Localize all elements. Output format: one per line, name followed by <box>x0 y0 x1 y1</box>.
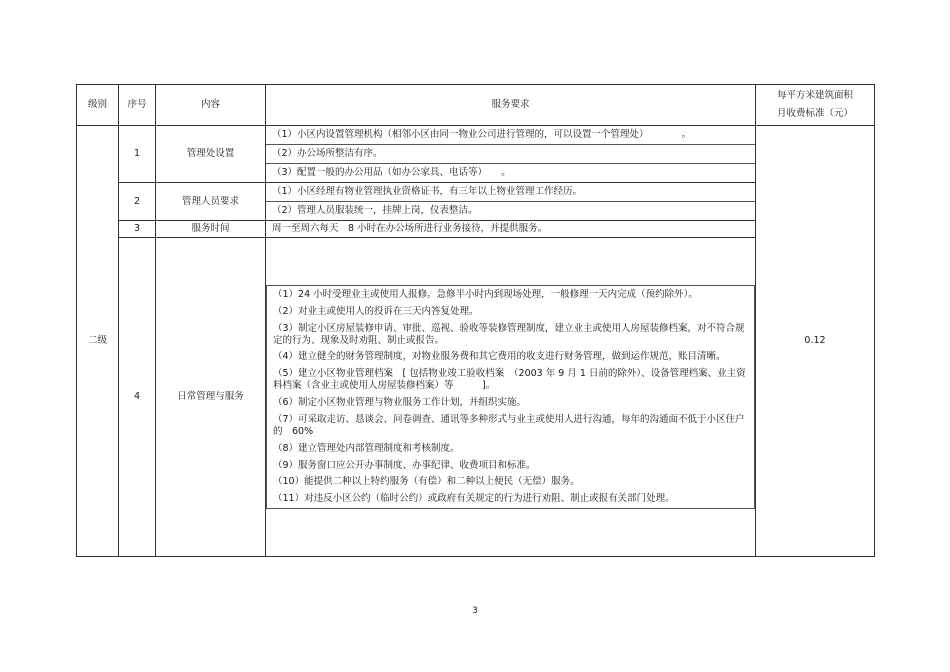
row-seq: 4 <box>119 238 156 557</box>
requirement-item: （4）建立健全的财务管理制度，对物业服务费和其它费用的收支进行财务管理，做到运作规范，账目清晰。 <box>273 351 726 363</box>
requirement-item: （9）服务窗口应公开办事制度、办事纪律、收费项目和标准。 <box>273 459 536 471</box>
row-seq: 2 <box>119 183 156 221</box>
header-requirements: 服务要求 <box>266 85 756 126</box>
table-row <box>77 221 875 238</box>
requirement-item: （2）管理人员服装统一，挂牌上岗，仪表整洁。 <box>272 205 478 217</box>
requirement-item: （2）办公场所整洁有序。 <box>266 145 755 164</box>
table-header-row <box>77 85 875 126</box>
table-row <box>77 126 875 183</box>
fee-cell: 0.12 <box>756 126 875 557</box>
requirements-list <box>266 285 755 509</box>
requirements-list <box>266 183 755 220</box>
header-content: 内容 <box>156 85 266 126</box>
header-fee <box>756 85 875 126</box>
table-row <box>77 238 875 557</box>
row-requirements <box>266 183 756 221</box>
requirement-item: （1）小区内设置管理机构（相邻小区由同一物业公司进行管理的，可以设置一个管理处） 。 <box>266 126 755 145</box>
header-seq: 序号 <box>119 85 156 126</box>
row-content: 管理处设置 <box>156 126 266 183</box>
row-requirements <box>266 126 756 183</box>
requirement-item: （6）制定小区物业管理与物业服务工作计划，并组织实施。 <box>273 397 527 408</box>
row-seq: 3 <box>119 221 156 238</box>
requirement-item: （8）建立管理处内部管理制度和考核制度。 <box>273 442 460 454</box>
header-fee-line2: 月收费标准（元） <box>776 108 853 119</box>
requirement-item: （2）对业主或使用人的投诉在三天内答复处理。 <box>273 305 479 317</box>
service-standard-table <box>76 84 875 557</box>
table-row <box>77 183 875 221</box>
row-content: 管理人员要求 <box>156 183 266 221</box>
requirement-item: （7）可采取走访、恳谈会、问卷调查、通讯等多种形式与业主或使用人进行沟通，每年的沟通面不低于小区住户的 60% <box>273 413 745 437</box>
requirement-item: （3）制定小区房屋装修申请、审批、巡视、验收等装修管理制度，建立业主或使用人房屋装修档案，对不符合规定的行为、现象及时劝阻、制止或报告。 <box>273 322 745 346</box>
header-level: 级别 <box>77 85 119 126</box>
requirement-item: （1）小区经理有物业管理执业资格证书，有三年以上物业管理工作经历。 <box>266 183 755 202</box>
row-content: 服务时间 <box>156 221 266 238</box>
requirement-item: （10）能提供二种以上特约服务（有偿）和二种以上便民（无偿）服务。 <box>273 476 580 488</box>
requirement-item: （1）24 小时受理业主或使用人报修。急修半小时内到现场处理，一般修理一天内完成（预约除外）。 <box>273 288 698 300</box>
row-content: 日常管理与服务 <box>156 238 266 557</box>
requirement-item: （5）建立小区物业管理档案 [ 包括物业竣工验收档案 （2003 年 9 月 1 日前的除外）、设备管理档案、业主资料档案（含业主或使用人房屋装修档案）等 ]。 <box>273 368 746 392</box>
page-number: 3 <box>472 606 478 616</box>
requirement-item: （11）对违反小区公约（临时公约）或政府有关规定的行为进行劝阻、制止或报有关部门处理。 <box>273 493 675 505</box>
header-fee-line1: 每平方米建筑面积 <box>776 90 853 102</box>
requirement-item: （3）配置一般的办公用品（如办公家具、电话等） 。 <box>272 167 511 179</box>
row-requirements <box>266 238 756 557</box>
row-seq: 1 <box>119 126 156 183</box>
row-requirements: 周一至周六每天 8 小时在办公场所进行业务接待，并提供服务。 <box>266 221 756 238</box>
requirements-list <box>266 126 755 182</box>
level-cell: 二级 <box>77 126 119 557</box>
